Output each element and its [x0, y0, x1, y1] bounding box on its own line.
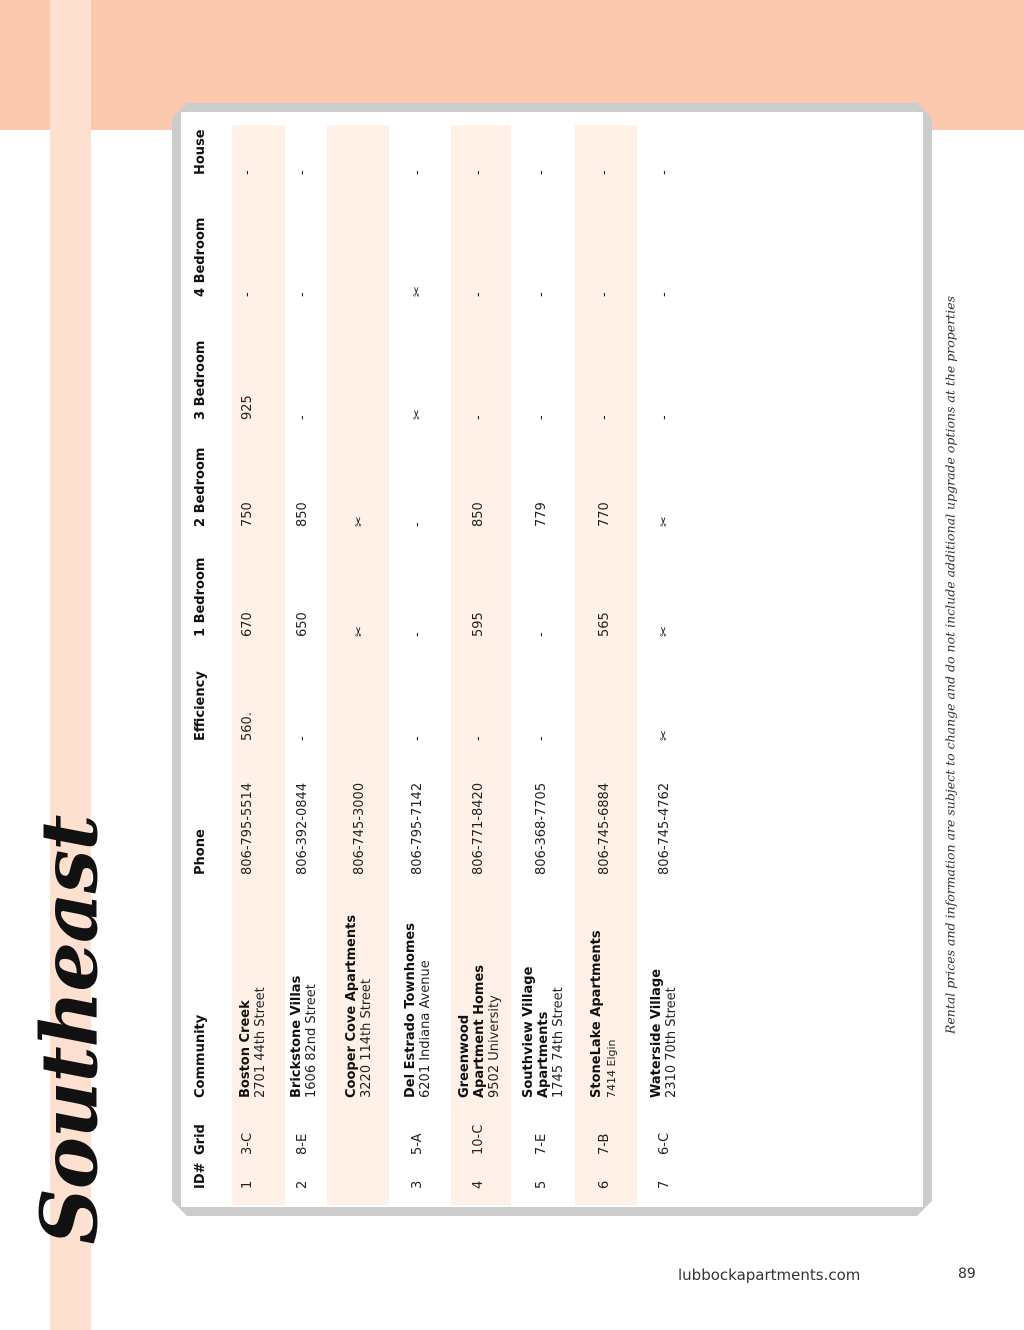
- row-3-bedroom: -: [295, 415, 310, 420]
- row-2-bedroom: 770: [597, 502, 612, 527]
- row-house: -: [295, 170, 310, 175]
- row-1-bedroom: 595: [471, 612, 486, 637]
- row-3-bedroom: -: [657, 415, 672, 420]
- row-phone: 806-745-6884: [597, 782, 612, 875]
- header-efficiency: Efficiency: [193, 671, 208, 741]
- row-efficiency: -: [534, 736, 549, 741]
- section-title: Southeast: [24, 815, 116, 1245]
- row-2-bedroom: 750: [240, 502, 255, 527]
- community-address: 1745 74th Street: [551, 987, 566, 1098]
- community-address: 6201 Indiana Avenue: [418, 960, 433, 1098]
- row-grid: 7-B: [597, 1133, 612, 1155]
- header-house: House: [193, 129, 208, 175]
- row-community: [521, 948, 566, 1098]
- row-community: [344, 915, 374, 1098]
- row-grid: 8-E: [295, 1133, 310, 1155]
- row-1-bedroom: 565: [597, 612, 612, 637]
- table-row: [327, 125, 389, 1205]
- row-id: 7: [657, 1180, 672, 1189]
- row-phone: 806-795-5514: [240, 782, 255, 875]
- row-2-bedroom: ✂: [352, 516, 367, 527]
- table-row: [232, 125, 285, 1205]
- row-phone: 806-368-7705: [534, 782, 549, 875]
- row-grid: 5-A: [410, 1133, 425, 1155]
- header-id: ID#: [193, 1162, 208, 1189]
- row-3-bedroom: -: [471, 415, 486, 420]
- row-4-bedroom: -: [471, 292, 486, 297]
- row-community: [403, 923, 433, 1098]
- row-grid: 10-C: [471, 1124, 486, 1155]
- row-4-bedroom: ✂: [410, 286, 425, 297]
- row-house: -: [240, 170, 255, 175]
- row-house: -: [471, 170, 486, 175]
- community-name: Boston Creek: [238, 1000, 253, 1098]
- row-4-bedroom: -: [240, 292, 255, 297]
- row-1-bedroom: ✂: [657, 626, 672, 637]
- row-1-bedroom: ✂: [352, 626, 367, 637]
- row-grid: 6-C: [657, 1132, 672, 1155]
- row-2-bedroom: -: [410, 522, 425, 527]
- community-name: Del Estrado Townhomes: [403, 923, 418, 1098]
- row-4-bedroom: -: [534, 292, 549, 297]
- page-number: 89: [958, 1266, 976, 1282]
- row-2-bedroom: ✂: [657, 516, 672, 527]
- row-id: 4: [471, 1180, 486, 1189]
- community-name: StoneLake Apartments: [589, 930, 604, 1098]
- community-address: 1606 82nd Street: [304, 984, 319, 1098]
- header-phone: Phone: [193, 829, 208, 875]
- row-id: 3: [410, 1180, 425, 1189]
- community-address: 2310 70th Street: [664, 987, 679, 1098]
- row-efficiency: -: [410, 736, 425, 741]
- community-name: Waterside Village: [649, 968, 664, 1098]
- community-name: Greenwood Apartment Homes: [457, 964, 487, 1098]
- row-phone: 806-745-3000: [352, 782, 367, 875]
- table-row: [451, 125, 511, 1205]
- community-name: Brickstone Villas: [289, 975, 304, 1098]
- row-house: -: [657, 170, 672, 175]
- table-row: [285, 125, 327, 1205]
- header-grid: Grid: [193, 1124, 208, 1155]
- row-id: 6: [597, 1180, 612, 1189]
- row-3-bedroom: -: [597, 415, 612, 420]
- row-house: -: [597, 170, 612, 175]
- header-1-bedroom: 1 Bedroom: [193, 557, 208, 637]
- row-4-bedroom: -: [657, 292, 672, 297]
- row-efficiency: ✂: [657, 730, 672, 741]
- row-phone: 806-795-7142: [410, 782, 425, 875]
- row-id: 2: [295, 1180, 310, 1189]
- row-1-bedroom: 650: [295, 612, 310, 637]
- header-community: Community: [193, 1014, 208, 1098]
- row-house: -: [410, 170, 425, 175]
- row-efficiency: 560.: [240, 712, 255, 741]
- footer-website: lubbockapartments.com: [678, 1266, 861, 1284]
- header-3-bedroom: 3 Bedroom: [193, 340, 208, 420]
- row-grid: 7-E: [534, 1133, 549, 1155]
- row-1-bedroom: -: [534, 632, 549, 637]
- row-3-bedroom: ✂: [410, 409, 425, 420]
- listings-table: [185, 125, 685, 1205]
- community-address: 7414 Elgin: [605, 1039, 618, 1098]
- header-4-bedroom: 4 Bedroom: [193, 217, 208, 297]
- table-row: [575, 125, 637, 1205]
- community-address: 3220 114th Street: [359, 979, 374, 1098]
- row-4-bedroom: -: [295, 292, 310, 297]
- row-phone: 806-745-4762: [657, 782, 672, 875]
- row-grid: 3-C: [240, 1132, 255, 1155]
- row-community: [589, 930, 619, 1098]
- row-2-bedroom: 779: [534, 502, 549, 527]
- row-id: 5: [534, 1180, 549, 1189]
- community-name: Southview Village Apartments: [521, 966, 551, 1098]
- row-community: [238, 987, 268, 1098]
- row-1-bedroom: -: [410, 632, 425, 637]
- table-row: [389, 125, 451, 1205]
- row-2-bedroom: 850: [295, 502, 310, 527]
- row-id: 1: [240, 1180, 255, 1189]
- row-efficiency: -: [471, 736, 486, 741]
- row-house: -: [534, 170, 549, 175]
- row-community: [457, 948, 502, 1098]
- community-name: Cooper Cove Apartments: [344, 914, 359, 1098]
- disclaimer-note: Rental prices and information are subject to change and do not include additional upgrade options at the properties: [942, 295, 958, 1035]
- table-row: [637, 125, 685, 1205]
- community-address: 9502 University: [487, 995, 502, 1098]
- community-address: 2701 44th Street: [253, 987, 268, 1098]
- row-3-bedroom: -: [534, 415, 549, 420]
- row-4-bedroom: -: [597, 292, 612, 297]
- row-phone: 806-771-8420: [471, 782, 486, 875]
- table-row: [511, 125, 575, 1205]
- row-phone: 806-392-0844: [295, 782, 310, 875]
- row-3-bedroom: 925: [240, 395, 255, 420]
- row-1-bedroom: 670: [240, 612, 255, 637]
- row-efficiency: -: [295, 736, 310, 741]
- header-2-bedroom: 2 Bedroom: [193, 447, 208, 527]
- row-2-bedroom: 850: [471, 502, 486, 527]
- row-community: [649, 969, 679, 1098]
- row-community: [289, 976, 319, 1098]
